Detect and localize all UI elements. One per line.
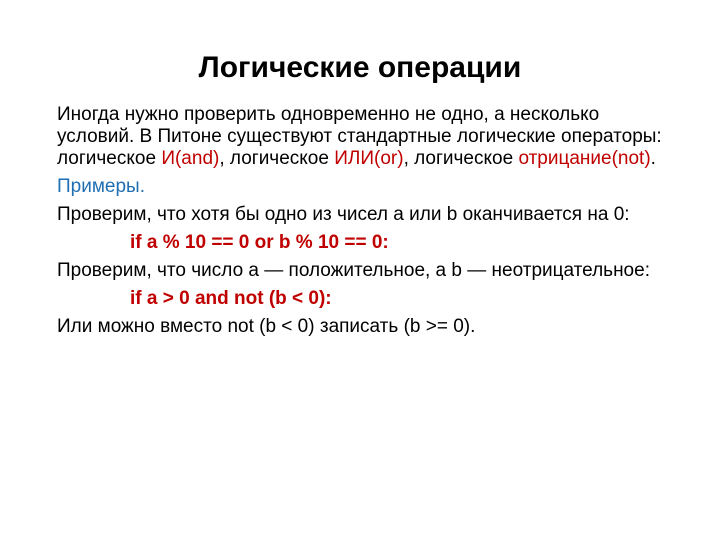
closing-paragraph: Или можно вместо not (b < 0) записать (b >= 0). xyxy=(57,316,476,337)
intro-text-1: Иногда нужно проверить одновременно не одно, а несколько условий. В Питоне существуют стандартные логические операторы: логическое xyxy=(57,104,662,169)
slide-title: Логические операции xyxy=(198,51,522,84)
examples-label: Примеры. xyxy=(57,176,145,197)
intro-text-3: , логическое xyxy=(403,148,519,169)
intro-text-4: . xyxy=(650,148,656,169)
example-2-description: Проверим, что число a — положительное, а b — неотрицательное: xyxy=(57,260,650,281)
example-1-code: if a % 10 == 0 or b % 10 == 0: xyxy=(130,232,389,253)
intro-text-2: , логическое xyxy=(219,148,335,169)
or-operator-label: ИЛИ(or) xyxy=(334,148,404,169)
slide-body xyxy=(57,104,677,344)
example-1-description: Проверим, что хотя бы одно из чисел a или b оканчивается на 0: xyxy=(57,204,630,225)
example-2-code: if a > 0 and not (b < 0): xyxy=(130,288,332,309)
and-operator-label: И(and) xyxy=(161,148,220,169)
not-operator-label: отрицание(not) xyxy=(518,148,651,169)
intro-paragraph xyxy=(57,104,677,170)
